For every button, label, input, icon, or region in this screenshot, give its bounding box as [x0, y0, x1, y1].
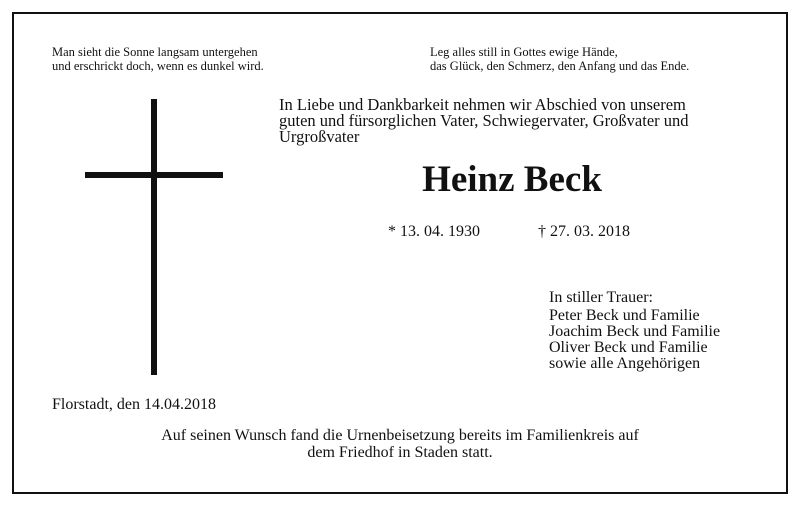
- cross-vertical-bar: [151, 99, 157, 375]
- cross-horizontal-bar: [85, 172, 223, 178]
- poem-left: Man sieht die Sonne langsam untergehen und erschrickt doch, wenn es dunkel wird.: [52, 45, 264, 73]
- place-date: Florstadt, den 14.04.2018: [52, 396, 216, 413]
- death-date: † 27. 03. 2018: [538, 223, 630, 240]
- intro-text: In Liebe und Dankbarkeit nehmen wir Abschied von unserem guten und fürsorglichen Vater, Schwiegervater, Großvater und Urgroßvater: [279, 95, 689, 146]
- mourners-heading: In stiller Trauer:: [549, 289, 653, 306]
- deceased-name: Heinz Beck: [422, 159, 602, 200]
- birth-date: * 13. 04. 1930: [388, 223, 480, 240]
- poem-right: Leg alles still in Gottes ewige Hände, das Glück, den Schmerz, den Anfang und das Ende.: [430, 45, 690, 73]
- mourners-list: Peter Beck und Familie Joachim Beck und Familie Oliver Beck und Familie sowie alle Angehörigen: [549, 307, 721, 372]
- obituary-frame: [12, 12, 788, 494]
- footer-note: Auf seinen Wunsch fand die Urnenbeisetzung bereits im Familienkreis auf dem Friedhof in Staden statt.: [161, 427, 639, 461]
